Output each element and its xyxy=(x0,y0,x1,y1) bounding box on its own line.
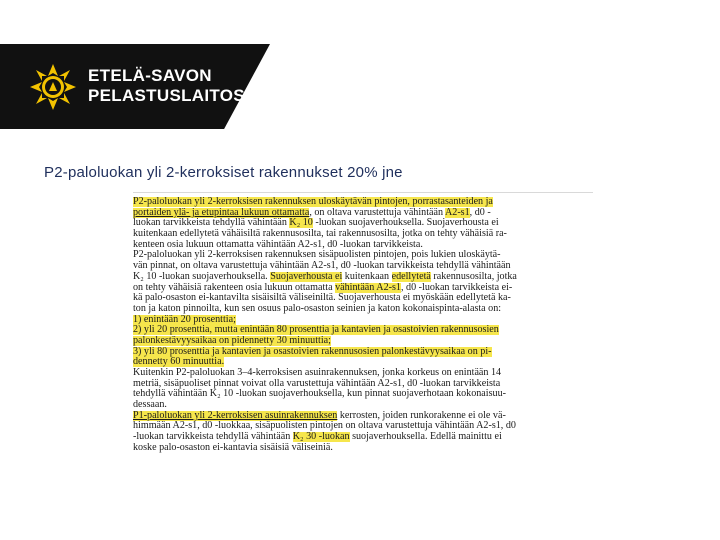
highlighted-text: dennetty 60 minuuttia. xyxy=(133,357,225,368)
text-segment: vän pinnat, on oltava varustettuja vähintään A2-s1, d0 -luokan tarvikkeista tehdyllä vähintään xyxy=(133,261,511,272)
text-line xyxy=(133,389,593,400)
highlighted-text: 2) yli 20 prosenttia, mutta enintään 80 prosenttia ja kantavien ja osastoivien rakennusosien xyxy=(133,325,499,336)
text-segment: -luokan suojaverhouksella. Suojaverhousta ei xyxy=(312,218,499,229)
text-line xyxy=(133,283,593,294)
highlighted-text: palonkestävyysaikaa on pidennetty 30 minuuttia; xyxy=(133,335,331,346)
text-line xyxy=(133,368,593,379)
highlighted-text: A2-s1 xyxy=(444,207,470,218)
slide-title: P2-paloluokan yli 2-kerroksiset rakennukset 20% jne xyxy=(44,164,403,181)
text-segment: luokan tarvikkeista tehdyllä vähintään xyxy=(133,218,290,229)
text-line xyxy=(133,325,593,336)
text-line xyxy=(133,315,593,326)
text-line xyxy=(133,443,593,454)
regulation-text xyxy=(133,197,593,454)
text-segment: on tehty vähäisiä rakenteen osia lukuun ottamatta xyxy=(133,282,336,293)
text-segment: rakennusosilta, jotka xyxy=(430,271,517,282)
org-name-line1: ETELÄ-SAVON xyxy=(88,66,212,85)
text-line xyxy=(133,347,593,358)
highlighted-text: edellytetä xyxy=(391,271,431,282)
highlighted-text: P2-paloluokan yli 2-kerroksisen rakennuksen uloskäytävän pintojen, porrastasanteiden ja xyxy=(133,197,493,207)
regulation-excerpt xyxy=(133,192,593,487)
text-segment: dessaan. xyxy=(133,400,167,411)
text-line xyxy=(133,432,593,443)
text-segment: himmään A2-s1, d0 -luokkaa, sisäpuolisten pintojen on oltava varustettuja vähintään A2-s1, d0 xyxy=(133,421,516,432)
text-line xyxy=(133,208,593,219)
highlighted-text: K₂ 10 xyxy=(289,218,313,229)
text-line xyxy=(133,272,593,283)
text-line xyxy=(133,240,593,251)
text-segment: , on oltava varustettuja vähintään xyxy=(309,207,445,218)
text-line xyxy=(133,336,593,347)
highlighted-text: 3) yli 80 prosenttia ja kantavien ja osastoivien rakennusosien palonkestävyysaikaa on pi- xyxy=(133,346,492,357)
org-name-line2: PELASTUSLAITOS xyxy=(88,86,245,105)
text-segment: K₂ 10 -luokan suojaverhouksella. xyxy=(133,271,271,282)
text-segment: ton ja katon pinnoilta, kun sen osuus palo-osaston seinien ja katon kokonaispinta-alasta on: xyxy=(133,303,502,314)
text-segment: koske palo-osaston ei-kantavia sisäisiä väliseiniä. xyxy=(133,442,333,453)
text-line xyxy=(133,261,593,272)
text-line xyxy=(133,421,593,432)
text-segment: kä palo-osaston ei-kantavilta sisäisiltä väliseiniltä. Suojaverhousta ei myöskään edellytetä ka- xyxy=(133,293,511,304)
text-line xyxy=(133,411,593,422)
organization-name xyxy=(88,66,245,106)
text-line xyxy=(133,400,593,411)
text-line xyxy=(133,357,593,368)
text-line xyxy=(133,293,593,304)
text-line xyxy=(133,304,593,315)
text-line xyxy=(133,229,593,240)
text-line xyxy=(133,218,593,229)
highlighted-text: 1) enintään 20 prosenttia; xyxy=(133,314,236,325)
fire-rescue-emblem-icon xyxy=(28,62,78,112)
text-segment: -luokan tarvikkeista tehdyllä vähintään xyxy=(133,432,293,443)
text-segment: kuitenkaan edellytetä vähäisiltä rakennusosilta, tai rakennusosilta, jotka on tehty vähäisiä ra- xyxy=(133,229,507,240)
text-segment: kenteen osia lukuun ottamatta vähintään A2-s1, d0 -luokan tarvikkeista. xyxy=(133,239,423,250)
text-segment: , d0 -luokan tarvikkeista ei- xyxy=(400,282,513,293)
highlighted-text: portaiden ylä- ja etupintaa lukuun ottamatta xyxy=(133,207,310,218)
highlighted-text: vähintään A2-s1 xyxy=(335,282,401,293)
text-line xyxy=(133,250,593,261)
highlighted-text: P1-paloluokan yli 2-kerroksisen asuinrakennuksen xyxy=(133,410,338,421)
text-segment: kuitenkaan xyxy=(342,271,392,282)
text-segment: P2-paloluokan yli 2-kerroksisen rakennuksen sisäpuolisten pintojen, pois lukien uloskäytä- xyxy=(133,250,501,261)
text-line xyxy=(133,197,593,208)
highlighted-text: K₂ 30 -luokan xyxy=(292,432,350,443)
text-segment: kerrosten, joiden runkorakenne ei ole vä- xyxy=(337,410,506,421)
highlighted-text: Suojaverhousta ei xyxy=(270,271,343,282)
text-segment: , d0 - xyxy=(469,207,491,218)
text-line xyxy=(133,379,593,390)
text-segment: Kuitenkin P2-paloluokan 3–4-kerroksisen asuinrakennuksen, jonka korkeus on enintään 14 xyxy=(133,368,502,378)
text-segment: suojaverhouksella. Edellä mainittu ei xyxy=(349,432,502,443)
text-segment: metriä, sisäpuoliset pinnat voivat olla varustettuja vähintään A2-s1, d0 -luokan tarvikkeista xyxy=(133,378,501,389)
text-segment: tehdyllä vähintään K₂ 10 -luokan suojaverhouksella, kun pinnat suojaverhotaan kokonaisuu- xyxy=(133,389,506,400)
